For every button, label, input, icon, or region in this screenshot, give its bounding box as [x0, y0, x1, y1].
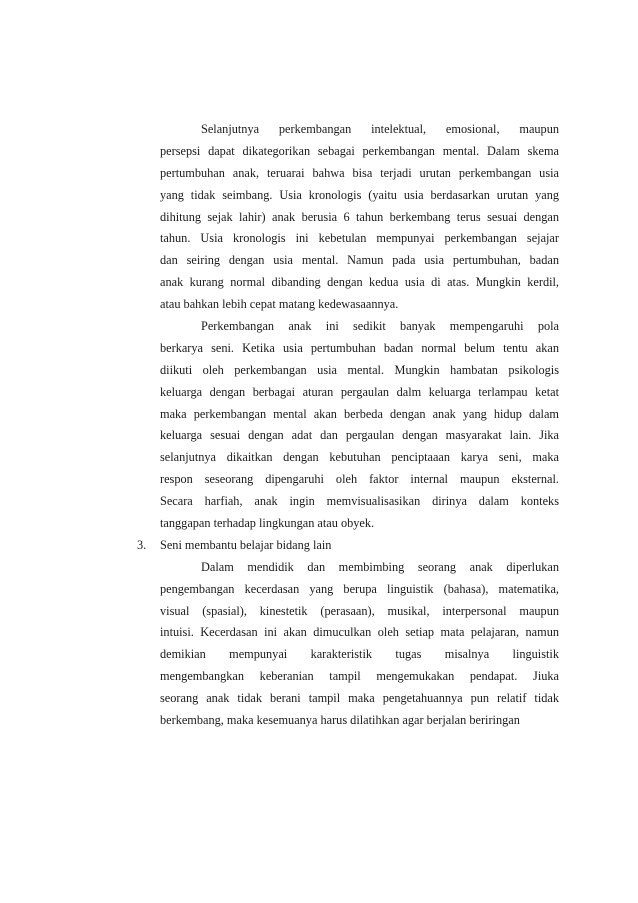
paragraph-1	[160, 119, 559, 316]
paragraph-line: pertumbuhan anak, teruarai bahwa bisa terjadi urutan perkembangan usia	[160, 165, 559, 180]
page-body	[137, 119, 559, 732]
paragraph-line: selanjutnya dikaitkan dengan kebutuhan penciptaaan karya seni, maka	[160, 450, 559, 465]
paragraph-line: atau bahkan lebih cepat matang kedewasaannya.	[160, 297, 399, 312]
paragraph-line: keluarga sesuai dengan adat dan pergaulan dengan masyarakat lain. Jika	[160, 428, 559, 443]
paragraph-line: Dalam mendidik dan membimbing seorang anak diperlukan	[201, 559, 559, 574]
paragraph-line: berkembang, maka kesemuanya harus dilatihkan agar berjalan beriringan	[160, 713, 520, 728]
list-item-paragraph	[160, 557, 559, 732]
paragraph-line: keluarga dengan berbagai aturan pergaulan dalm keluarga terlampau ketat	[160, 384, 559, 399]
paragraph-line: yang tidak seimbang. Usia kronologis (yaitu usia berdasarkan urutan yang	[160, 187, 559, 202]
paragraph-line: Perkembangan anak ini sedikit banyak mempengaruhi pola	[201, 319, 559, 334]
paragraph-line: visual (spasial), kinestetik (perasaan), musikal, interpersonal maupun	[160, 603, 559, 618]
list-item-3	[137, 535, 559, 732]
paragraph-line: intuisi. Kecerdasan ini akan dimuculkan oleh setiap mata pelajaran, namun	[160, 625, 559, 640]
paragraph-line: maka perkembangan mental akan berbeda dengan anak yang hidup dalam	[160, 406, 559, 421]
paragraph-line: persepsi dapat dikategorikan sebagai perkembangan mental. Dalam skema	[160, 143, 559, 158]
paragraph-line: Secara harfiah, anak ingin memvisualisasikan dirinya dalam konteks	[160, 494, 559, 509]
paragraph-line: Selanjutnya perkembangan intelektual, emosional, maupun	[201, 122, 559, 136]
paragraph-line: diikuti oleh perkembangan usia mental. Mungkin hambatan psikologis	[160, 362, 559, 377]
paragraph-line: demikian mempunyai karakteristik tugas misalnya linguistik	[160, 647, 559, 662]
paragraph-line: respon seseorang dipengaruhi oleh faktor internal maupun eksternal.	[160, 472, 559, 487]
paragraph-line: anak kurang normal dibanding dengan kedua usia di atas. Mungkin kerdil,	[160, 275, 559, 290]
paragraph-line: seorang anak tidak berani tampil maka pengetahuannya pun relatif tidak	[160, 691, 559, 706]
paragraph-line: dan seiring dengan usia mental. Namun pada usia pertumbuhan, badan	[160, 253, 559, 268]
list-heading: Seni membantu belajar bidang lain	[160, 537, 332, 552]
paragraph-line: tahun. Usia kronologis ini kebetulan mempunyai perkembangan sejajar	[160, 231, 559, 246]
paragraph-line: dihitung sejak lahir) anak berusia 6 tahun berkembang terus sesuai dengan	[160, 209, 559, 224]
paragraph-line: tanggapan terhadap lingkungan atau obyek.	[160, 516, 375, 531]
list-number: 3.	[137, 537, 147, 552]
paragraph-line: berkarya seni. Ketika usia pertumbuhan badan normal belum tentu akan	[160, 340, 559, 355]
paragraph-2	[160, 316, 559, 535]
paragraph-line: mengembangkan keberanian tampil mengemukakan pendapat. Jiuka	[160, 669, 559, 684]
paragraph-line: pengembangan kecerdasan yang berupa linguistik (bahasa), matematika,	[160, 581, 559, 596]
